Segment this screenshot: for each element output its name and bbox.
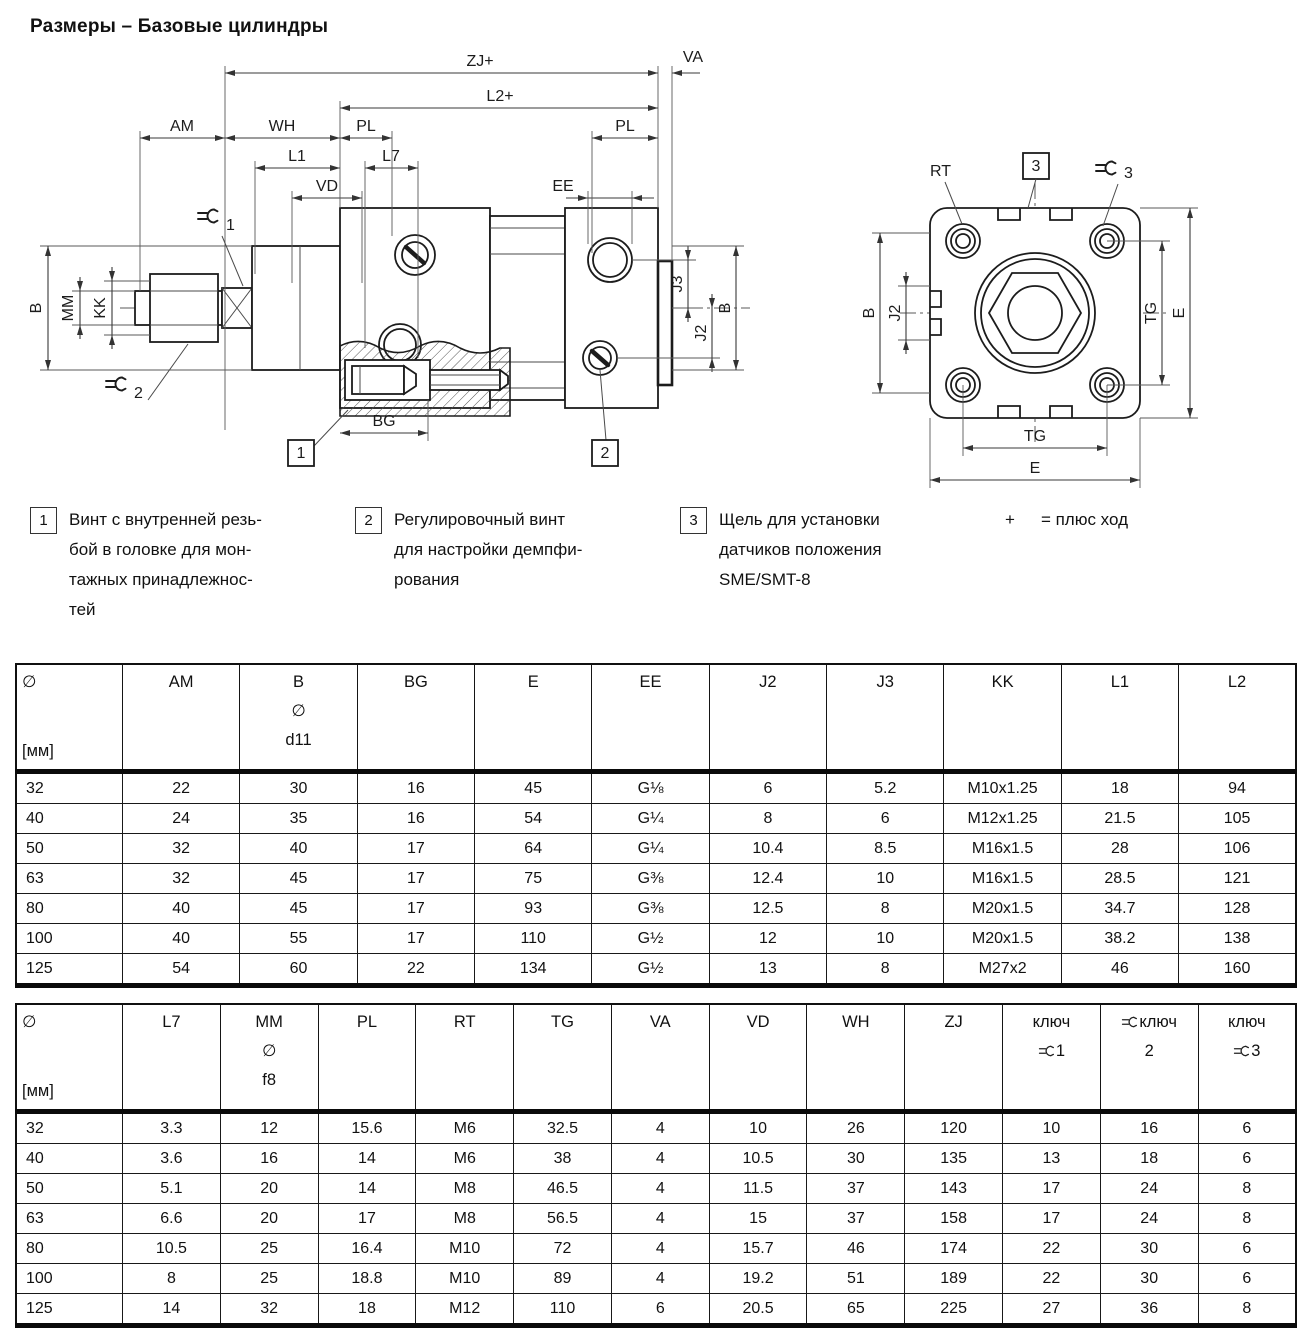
dim-label-pl-right: PL xyxy=(615,118,635,135)
plus-sign: + xyxy=(1005,510,1015,529)
diameter-cell: 63 xyxy=(16,864,123,894)
column-header: ключ 2 xyxy=(1100,1004,1198,1112)
table-cell: 28.5 xyxy=(1061,864,1178,894)
table-cell: 25 xyxy=(220,1264,318,1294)
callout-3: 3 xyxy=(1031,158,1041,175)
table-cell: 8 xyxy=(123,1264,221,1294)
table-cell: 10 xyxy=(827,924,944,954)
table-cell: 8 xyxy=(1198,1204,1296,1234)
table-cell: 8 xyxy=(709,804,826,834)
column-header: J3 xyxy=(827,664,944,772)
table-cell: M6 xyxy=(416,1112,514,1144)
table-cell: 4 xyxy=(611,1174,709,1204)
table-cell: M12 xyxy=(416,1294,514,1326)
table-cell: 51 xyxy=(807,1264,905,1294)
table-cell: 54 xyxy=(475,804,592,834)
table-cell: 8 xyxy=(1198,1174,1296,1204)
table-cell: 189 xyxy=(905,1264,1003,1294)
diameter-cell: 50 xyxy=(16,1174,123,1204)
column-header: MM ∅ f8 xyxy=(220,1004,318,1112)
table-cell: 30 xyxy=(240,772,357,804)
table-cell: G½ xyxy=(592,924,709,954)
legend-item-3 xyxy=(680,505,882,595)
legend-item-2 xyxy=(355,505,582,595)
dim-label-wh: WH xyxy=(268,118,296,135)
table-cell: G½ xyxy=(592,954,709,986)
table-cell: 17 xyxy=(357,864,474,894)
table-cell: 45 xyxy=(240,894,357,924)
table-row xyxy=(16,772,1296,804)
table-cell: M10 xyxy=(416,1264,514,1294)
legend-num-1: 1 xyxy=(30,507,57,534)
table-row xyxy=(16,894,1296,924)
dim-label-tg-vert: TG xyxy=(1143,301,1160,325)
column-header: ∅ [мм] xyxy=(16,1004,123,1112)
table-cell: 40 xyxy=(123,924,240,954)
diameter-cell: 40 xyxy=(16,804,123,834)
table-row xyxy=(16,864,1296,894)
wrench-2-label: 2 xyxy=(134,385,143,402)
dim-label-am: AM xyxy=(170,118,194,135)
table-cell: 10 xyxy=(1003,1112,1101,1144)
column-header: AM xyxy=(123,664,240,772)
table-cell: 25 xyxy=(220,1234,318,1264)
dimensions-table-2 xyxy=(15,1003,1297,1328)
table-cell: 5.1 xyxy=(123,1174,221,1204)
table-cell: 38.2 xyxy=(1061,924,1178,954)
legend-text-2: Регулировочный винт для настройки демпфи- рования xyxy=(394,510,583,589)
table-cell: 17 xyxy=(357,924,474,954)
diameter-cell: 63 xyxy=(16,1204,123,1234)
table-cell: 6 xyxy=(1198,1234,1296,1264)
table-cell: 121 xyxy=(1179,864,1296,894)
table-cell: 4 xyxy=(611,1112,709,1144)
table-cell: M6 xyxy=(416,1144,514,1174)
table-cell: 26 xyxy=(807,1112,905,1144)
dim-label-b-end: B xyxy=(861,307,878,319)
page-title: Размеры – Базовые цилиндры xyxy=(30,16,329,37)
table-cell: 13 xyxy=(1003,1144,1101,1174)
table-cell: G¼ xyxy=(592,804,709,834)
table-cell: M8 xyxy=(416,1204,514,1234)
wrench-icon xyxy=(198,210,218,223)
table-cell: 94 xyxy=(1179,772,1296,804)
dim-label-kk: KK xyxy=(92,297,109,319)
table-cell: 56.5 xyxy=(514,1204,612,1234)
table-cell: 37 xyxy=(807,1174,905,1204)
table-cell: 32 xyxy=(220,1294,318,1326)
table-cell: M16x1.5 xyxy=(944,834,1061,864)
side-view xyxy=(28,49,750,466)
table-cell: 16 xyxy=(1100,1112,1198,1144)
table-cell: M10x1.25 xyxy=(944,772,1061,804)
table-cell: 75 xyxy=(475,864,592,894)
table-cell: M20x1.5 xyxy=(944,894,1061,924)
table-cell: 24 xyxy=(123,804,240,834)
table-cell: 10.5 xyxy=(123,1234,221,1264)
wrench-icon xyxy=(1038,1045,1056,1057)
dim-label-j2-side: J2 xyxy=(693,324,710,342)
table-cell: 14 xyxy=(123,1294,221,1326)
table-cell: 15 xyxy=(709,1204,807,1234)
column-header: ключ 3 xyxy=(1198,1004,1296,1112)
table-cell: 14 xyxy=(318,1144,416,1174)
table-cell: 4 xyxy=(611,1234,709,1264)
table-cell: 20 xyxy=(220,1174,318,1204)
callout-2: 2 xyxy=(600,445,610,462)
column-header: RT xyxy=(416,1004,514,1112)
table-cell: 138 xyxy=(1179,924,1296,954)
table-cell: 45 xyxy=(475,772,592,804)
dim-label-j2-end: J2 xyxy=(887,304,904,322)
table-cell: 17 xyxy=(357,834,474,864)
dim-label-rt: RT xyxy=(930,163,952,180)
table-cell: 17 xyxy=(318,1204,416,1234)
table-cell: 17 xyxy=(1003,1174,1101,1204)
table-cell: 10.5 xyxy=(709,1144,807,1174)
table-cell: 22 xyxy=(1003,1234,1101,1264)
dim-label-tg-bottom: TG xyxy=(1023,428,1047,445)
table-cell: 40 xyxy=(123,894,240,924)
table-cell: 20 xyxy=(220,1204,318,1234)
dim-label-e-bottom: E xyxy=(1029,460,1041,477)
column-header: EE xyxy=(592,664,709,772)
table-cell: 16 xyxy=(357,772,474,804)
table-cell: 21.5 xyxy=(1061,804,1178,834)
table-cell: 10.4 xyxy=(709,834,826,864)
table-cell: 18 xyxy=(1061,772,1178,804)
table-cell: 18 xyxy=(1100,1144,1198,1174)
dim-label-l7: L7 xyxy=(382,148,400,165)
table-row xyxy=(16,804,1296,834)
legend-num-2: 2 xyxy=(355,507,382,534)
dim-label-b-right: B xyxy=(717,302,734,314)
dim-label-b-left: B xyxy=(28,302,45,314)
wrench-1-label: 1 xyxy=(226,217,235,234)
table-cell: 12.5 xyxy=(709,894,826,924)
table-cell: 4 xyxy=(611,1144,709,1174)
table-cell: 20.5 xyxy=(709,1294,807,1326)
table-cell: 3.3 xyxy=(123,1112,221,1144)
table-cell: 14 xyxy=(318,1174,416,1204)
table-cell: 5.2 xyxy=(827,772,944,804)
diameter-cell: 40 xyxy=(16,1144,123,1174)
table-cell: 45 xyxy=(240,864,357,894)
table-cell: 46 xyxy=(1061,954,1178,986)
column-header: L2 xyxy=(1179,664,1296,772)
table-cell: 55 xyxy=(240,924,357,954)
dim-label-j3: J3 xyxy=(669,275,686,293)
table-cell: 40 xyxy=(240,834,357,864)
dim-label-pl-left: PL xyxy=(356,118,376,135)
wrench-icon xyxy=(1121,1016,1139,1028)
table-cell: 18.8 xyxy=(318,1264,416,1294)
table-cell: 24 xyxy=(1100,1174,1198,1204)
dimensions-table-1 xyxy=(15,663,1297,988)
table-cell: 110 xyxy=(475,924,592,954)
table-cell: 32.5 xyxy=(514,1112,612,1144)
diameter-cell: 50 xyxy=(16,834,123,864)
table-row xyxy=(16,1112,1296,1144)
diameter-cell: 80 xyxy=(16,1234,123,1264)
table-cell: 16 xyxy=(357,804,474,834)
table-cell: 128 xyxy=(1179,894,1296,924)
table-cell: 106 xyxy=(1179,834,1296,864)
table-cell: 30 xyxy=(807,1144,905,1174)
table-cell: 34.7 xyxy=(1061,894,1178,924)
column-header: PL xyxy=(318,1004,416,1112)
table-cell: 134 xyxy=(475,954,592,986)
table-row xyxy=(16,1174,1296,1204)
table-cell: 36 xyxy=(1100,1294,1198,1326)
table-cell: 10 xyxy=(709,1112,807,1144)
table-cell: 24 xyxy=(1100,1204,1198,1234)
legend-text-3: Щель для установки датчиков положения SME/SMT-8 xyxy=(719,510,882,589)
legend-num-3: 3 xyxy=(680,507,707,534)
table-cell: 46 xyxy=(807,1234,905,1264)
table-cell: 60 xyxy=(240,954,357,986)
table-cell: 225 xyxy=(905,1294,1003,1326)
table-cell: 46.5 xyxy=(514,1174,612,1204)
table-cell: 174 xyxy=(905,1234,1003,1264)
table-cell: 35 xyxy=(240,804,357,834)
table-cell: 27 xyxy=(1003,1294,1101,1326)
table-cell: 32 xyxy=(123,864,240,894)
wrench-3-label: 3 xyxy=(1124,165,1133,182)
diameter-cell: 100 xyxy=(16,924,123,954)
column-header: ключ 1 xyxy=(1003,1004,1101,1112)
table-cell: 12.4 xyxy=(709,864,826,894)
table-row xyxy=(16,1294,1296,1326)
table-header-row xyxy=(16,664,1296,772)
column-header: B ∅ d11 xyxy=(240,664,357,772)
dim-label-l1: L1 xyxy=(288,148,306,165)
table-cell: 8 xyxy=(827,954,944,986)
end-view xyxy=(861,153,1198,488)
table-cell: 6.6 xyxy=(123,1204,221,1234)
table-cell: 6 xyxy=(827,804,944,834)
table-cell: 12 xyxy=(220,1112,318,1144)
callout-1: 1 xyxy=(296,445,306,462)
column-header: ZJ xyxy=(905,1004,1003,1112)
table-cell: 6 xyxy=(1198,1264,1296,1294)
table-cell: 30 xyxy=(1100,1234,1198,1264)
dim-label-va: VA xyxy=(682,49,704,66)
table-cell: 22 xyxy=(1003,1264,1101,1294)
plus-stroke-note xyxy=(1005,505,1128,535)
dim-label-l2: L2+ xyxy=(486,88,514,105)
column-header: WH xyxy=(807,1004,905,1112)
column-header: L1 xyxy=(1061,664,1178,772)
dim-label-zj: ZJ+ xyxy=(466,53,494,70)
table-cell: 15.6 xyxy=(318,1112,416,1144)
table-cell: G⅜ xyxy=(592,864,709,894)
table-cell: G¼ xyxy=(592,834,709,864)
diameter-cell: 125 xyxy=(16,954,123,986)
table-cell: 65 xyxy=(807,1294,905,1326)
table-cell: 6 xyxy=(1198,1144,1296,1174)
table-cell: 135 xyxy=(905,1144,1003,1174)
table-row xyxy=(16,924,1296,954)
table-cell: 8.5 xyxy=(827,834,944,864)
dim-label-e-vert: E xyxy=(1171,307,1188,319)
table-cell: 22 xyxy=(357,954,474,986)
dim-label-bg: BG xyxy=(372,413,396,430)
wrench-icon xyxy=(1096,162,1116,175)
table-cell: 18 xyxy=(318,1294,416,1326)
column-header: VD xyxy=(709,1004,807,1112)
column-header: VA xyxy=(611,1004,709,1112)
table-cell: 8 xyxy=(1198,1294,1296,1326)
table-cell: M10 xyxy=(416,1234,514,1264)
column-header: J2 xyxy=(709,664,826,772)
table-cell: M20x1.5 xyxy=(944,924,1061,954)
table-cell: G⅜ xyxy=(592,894,709,924)
table-cell: 38 xyxy=(514,1144,612,1174)
column-header: KK xyxy=(944,664,1061,772)
wrench-icon xyxy=(106,378,126,391)
table-cell: 6 xyxy=(709,772,826,804)
table-cell: 13 xyxy=(709,954,826,986)
table-cell: 30 xyxy=(1100,1264,1198,1294)
table-cell: 17 xyxy=(1003,1204,1101,1234)
table-cell: M27x2 xyxy=(944,954,1061,986)
table-cell: M16x1.5 xyxy=(944,864,1061,894)
cylinder-dimension-drawing xyxy=(0,48,1307,503)
table-cell: 64 xyxy=(475,834,592,864)
table-cell: 89 xyxy=(514,1264,612,1294)
table-row xyxy=(16,1234,1296,1264)
table-cell: 10 xyxy=(827,864,944,894)
table-cell: 120 xyxy=(905,1112,1003,1144)
table-cell: 54 xyxy=(123,954,240,986)
dim-label-ee: EE xyxy=(552,178,574,195)
table-row xyxy=(16,1144,1296,1174)
table-cell: 16 xyxy=(220,1144,318,1174)
table-cell: 16.4 xyxy=(318,1234,416,1264)
table-cell: 28 xyxy=(1061,834,1178,864)
table-cell: M8 xyxy=(416,1174,514,1204)
table-cell: 22 xyxy=(123,772,240,804)
diameter-cell: 100 xyxy=(16,1264,123,1294)
table-cell: 3.6 xyxy=(123,1144,221,1174)
table-cell: 4 xyxy=(611,1204,709,1234)
table-cell: 6 xyxy=(1198,1112,1296,1144)
table-cell: 4 xyxy=(611,1264,709,1294)
table-cell: 160 xyxy=(1179,954,1296,986)
table-cell: 17 xyxy=(357,894,474,924)
legend-item-1 xyxy=(30,505,262,625)
table-cell: 105 xyxy=(1179,804,1296,834)
table-cell: 158 xyxy=(905,1204,1003,1234)
table-cell: 12 xyxy=(709,924,826,954)
table-cell: 72 xyxy=(514,1234,612,1264)
legend xyxy=(0,505,1307,655)
table-cell: G⅛ xyxy=(592,772,709,804)
dim-label-mm: MM xyxy=(60,294,77,322)
table-row xyxy=(16,834,1296,864)
table-cell: 8 xyxy=(827,894,944,924)
table-cell: 32 xyxy=(123,834,240,864)
table-cell: 143 xyxy=(905,1174,1003,1204)
diameter-cell: 125 xyxy=(16,1294,123,1326)
diameter-cell: 80 xyxy=(16,894,123,924)
table-cell: 11.5 xyxy=(709,1174,807,1204)
table-cell: 19.2 xyxy=(709,1264,807,1294)
table-row xyxy=(16,1204,1296,1234)
column-header: E xyxy=(475,664,592,772)
column-header: BG xyxy=(357,664,474,772)
column-header: TG xyxy=(514,1004,612,1112)
table-cell: 6 xyxy=(611,1294,709,1326)
table-cell: 15.7 xyxy=(709,1234,807,1264)
table-row xyxy=(16,1264,1296,1294)
table-row xyxy=(16,954,1296,986)
table-cell: 110 xyxy=(514,1294,612,1326)
table-cell: 37 xyxy=(807,1204,905,1234)
table-cell: 93 xyxy=(475,894,592,924)
column-header: ∅ [мм] xyxy=(16,664,123,772)
table-cell: M12x1.25 xyxy=(944,804,1061,834)
table-header-row xyxy=(16,1004,1296,1112)
legend-text-1: Винт с внутренней резь- бой в головке для мон- тажных принадлежнос- тей xyxy=(69,510,262,619)
plus-text: = плюс ход xyxy=(1040,510,1128,529)
diameter-cell: 32 xyxy=(16,1112,123,1144)
dim-label-vd: VD xyxy=(315,178,339,195)
wrench-icon xyxy=(1233,1045,1251,1057)
column-header: L7 xyxy=(123,1004,221,1112)
diameter-cell: 32 xyxy=(16,772,123,804)
